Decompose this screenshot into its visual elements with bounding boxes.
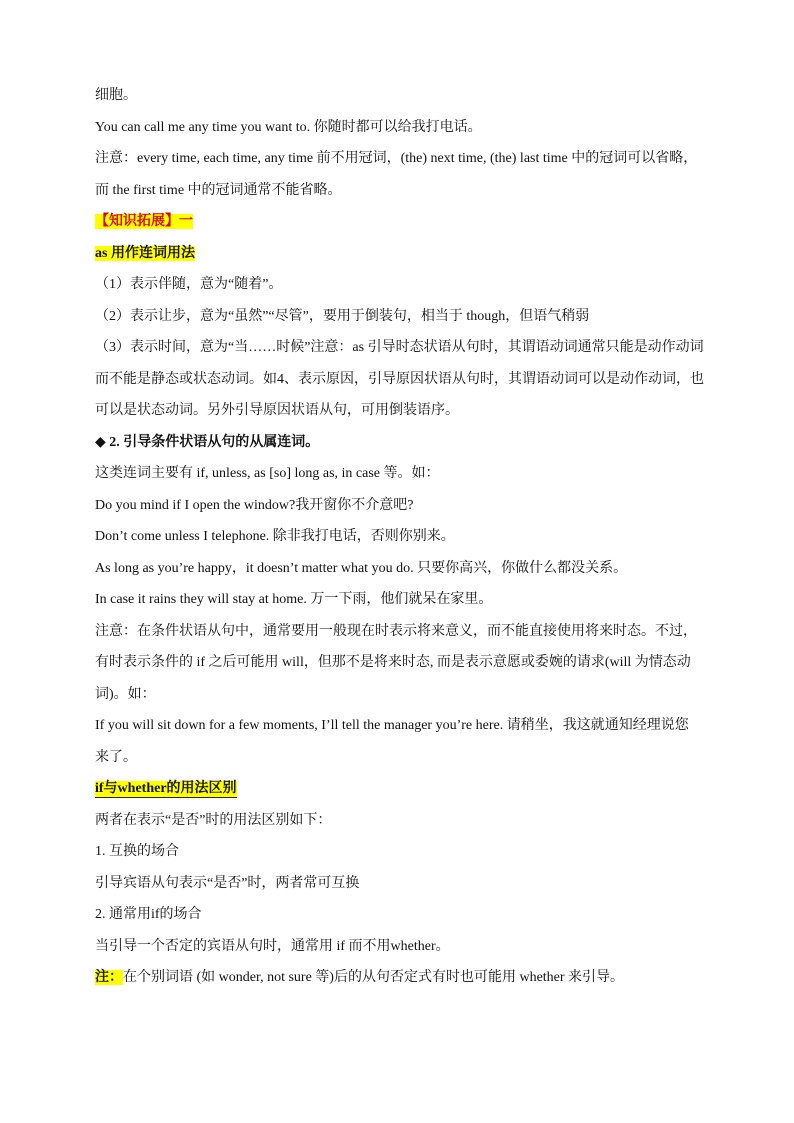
section-tag — [95, 206, 715, 238]
list-item-continued: 而不能是静态或状态动词。如4、表示原因，引导原因状语从句时，其谓语动词可以是动作动词，也 — [95, 371, 704, 387]
example-sentence: Don’t come unless I telephone. 除非我打电话，否则你别来。 — [95, 529, 455, 544]
section-heading — [95, 238, 715, 270]
example-sentence: If you will sit down for a few moments, I’ll tell the manager you’re here. 请稍坐，我这就通知经理说您 — [95, 718, 689, 733]
text-line: 两者在表示“是否”时的用法区别如下： — [95, 812, 332, 828]
subsection-heading: ◆ 2. 引导条件状语从句的从属连词。 — [95, 434, 320, 450]
if-whether-heading: if与whether的用法区别 — [95, 781, 237, 796]
text-line: 这类连词主要有 if, unless, as [so] long as, in case 等。如： — [95, 466, 440, 481]
as-conjunction-heading: as 用作连词用法 — [95, 245, 195, 261]
list-item: （1）表示伴随，意为“随着”。 — [95, 277, 283, 292]
example-sentence-continued: 来了。 — [95, 749, 137, 765]
note-line-continued: 而 the first time 中的冠词通常不能省略。 — [95, 182, 342, 198]
text-line: 引导宾语从句表示“是否”时，两者常可互换 — [95, 875, 360, 891]
text-line: 细胞。 — [95, 88, 137, 103]
list-item-continued: 可以是状态动词。另外引导原因状语从句，可用倒装语序。 — [95, 403, 459, 418]
note-text: 在个别词语 (如 wonder, not sure 等)后的从句否定式有时也可能用 whether 来引导。 — [123, 970, 625, 985]
example-sentence: As long as you’re happy，it doesn’t matter what you do. 只要你高兴，你做什么都没关系。 — [95, 560, 628, 576]
section-heading — [95, 773, 715, 805]
note-line — [95, 962, 715, 994]
list-item: （2）表示让步，意为“虽然”“尽管”，要用于倒装句，相当于 though，但语气稍弱 — [95, 308, 590, 324]
list-item: 1. 互换的场合 — [95, 844, 179, 859]
document-page — [95, 80, 715, 994]
example-sentence: In case it rains they will stay at home. 万一下雨，他们就呆在家里。 — [95, 592, 493, 607]
note-line-continued: 有时表示条件的 if 之后可能用 will，但那不是将来时态, 而是表示意愿或委婉的请求(will 为情态动 — [95, 655, 691, 670]
example-sentence: Do you mind if I open the window?我开窗你不介意吧? — [95, 497, 414, 513]
note-line: 注意：在条件状语从句中，通常要用一般现在时表示将来意义，而不能直接使用将来时态。不过， — [95, 623, 697, 639]
list-item: （3）表示时间，意为“当……时候”注意：as 引导时态状语从句时，其谓语动词通常只能是动作动词 — [95, 340, 704, 355]
example-sentence: You can call me any time you want to. 你随时都可以给我打电话。 — [95, 119, 482, 135]
note-line: 注意：every time, each time, any time 前不用冠词，(the) next time, (the) last time 中的冠词可以省略， — [95, 151, 698, 166]
knowledge-extension-heading: 【知识拓展】一 — [95, 214, 193, 229]
text-line: 当引导一个否定的宾语从句时，通常用 if 而不用whether。 — [95, 938, 450, 954]
note-line-continued: 词)。如： — [95, 686, 156, 702]
note-label: 注： — [95, 970, 123, 985]
list-item: 2. 通常用if的场合 — [95, 907, 202, 922]
